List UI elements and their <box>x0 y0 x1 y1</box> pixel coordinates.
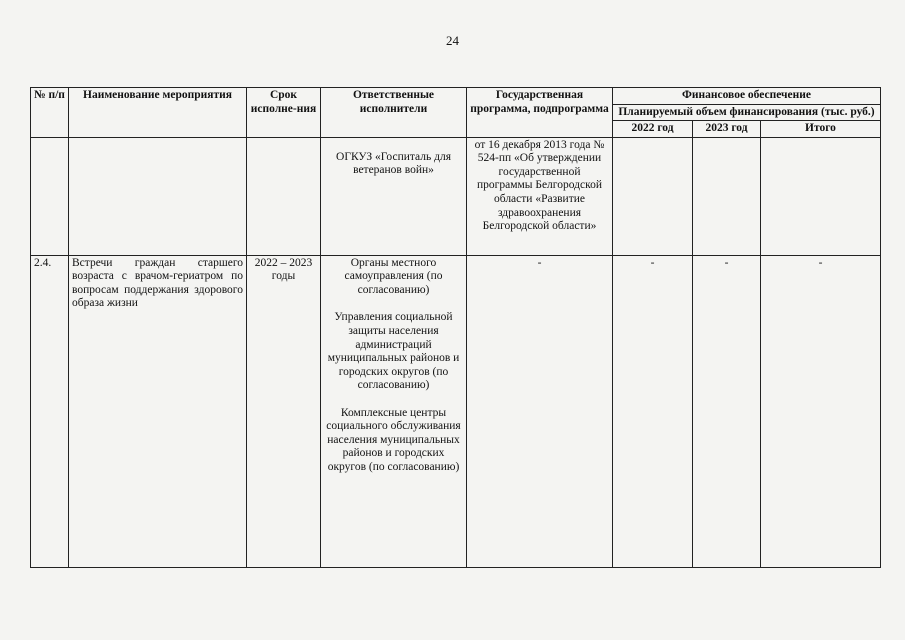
row2-executor-2: Управления социальной защиты населения администраций муниципальных районов и городских округов (по согласованию) <box>327 311 460 392</box>
row2-num: 2.4. <box>31 255 69 567</box>
row2-name: Встречи граждан старшего возраста с врачом-гериатром по вопросам поддержания здорового образа жизни <box>69 255 247 567</box>
header-2022: 2022 год <box>613 121 693 138</box>
row1-executor <box>321 137 467 255</box>
table-row <box>31 137 881 255</box>
row2-2023: - <box>693 255 761 567</box>
row2-executor-3: Комплексные центры социального обслуживания населения муниципальных районов и городских округов (по согласованию) <box>326 406 461 473</box>
header-num: № п/п <box>31 88 69 138</box>
row2-total: - <box>761 255 881 567</box>
row2-2022: - <box>613 255 693 567</box>
page-number: 24 <box>446 33 459 48</box>
row1-total <box>761 137 881 255</box>
header-name: Наименование мероприятия <box>69 88 247 138</box>
row2-program: - <box>467 255 613 567</box>
header-total: Итого <box>761 121 881 138</box>
plan-table-container <box>30 87 880 568</box>
row1-num <box>31 137 69 255</box>
row1-term <box>247 137 321 255</box>
row2-term: 2022 – 2023 годы <box>247 255 321 567</box>
header-finance: Финансовое обеспечение <box>613 88 881 105</box>
row1-program: от 16 декабря 2013 года № 524-пп «Об утверждении государственной программы Белгородской области «Развитие здравоохранения Белгородской области» <box>467 137 613 255</box>
row2-executor-1: Органы местного самоуправления (по согласованию) <box>344 256 443 296</box>
header-row-1 <box>31 88 881 105</box>
table-row <box>31 255 881 567</box>
header-planned: Планируемый объем финансирования (тыс. руб.) <box>613 104 881 121</box>
row1-name <box>69 137 247 255</box>
header-2023: 2023 год <box>693 121 761 138</box>
header-term: Срок исполне-ния <box>247 88 321 138</box>
row1-executor-text: ОГКУЗ «Госпиталь для ветеранов войн» <box>336 150 451 177</box>
header-executors: Ответственные исполнители <box>321 88 467 138</box>
row1-2023 <box>693 137 761 255</box>
header-program: Государственная программа, подпрограмма <box>467 88 613 138</box>
row1-2022 <box>613 137 693 255</box>
plan-table <box>30 87 881 568</box>
row2-executors <box>321 255 467 567</box>
